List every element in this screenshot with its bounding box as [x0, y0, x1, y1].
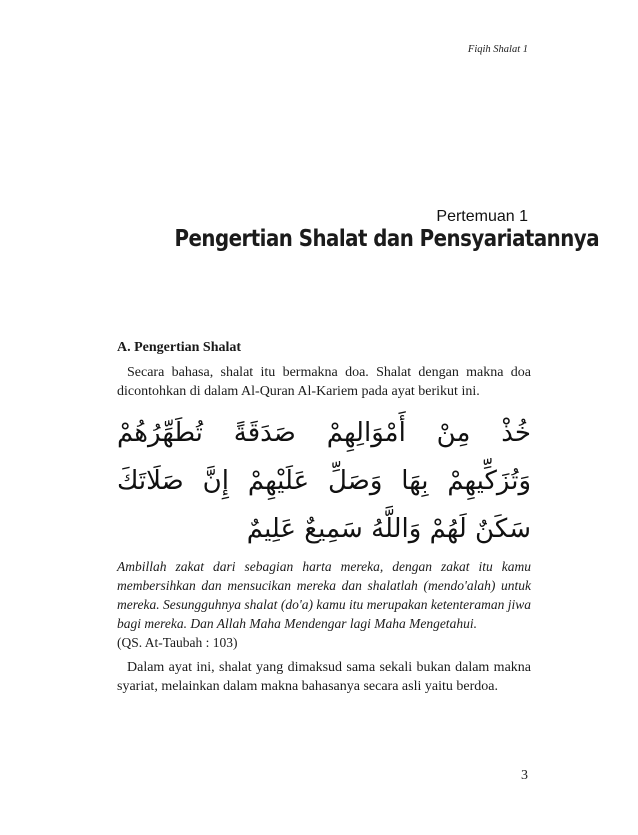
verse-translation: Ambillah zakat dari sebagian harta mereka, dengan zakat itu kamu membersihkan dan mensucikan mereka dan shalatlah (mendo'alah) untuk mereka. Sesungguhnya shalat (do'a) kamu itu merupakan ketenteraman jiwa bagi mereka. Dan Allah Maha Mendengar lagi Maha Mengetahui.	[117, 559, 531, 631]
page-body	[117, 338, 531, 696]
verse-reference: (QS. At-Taubah : 103)	[117, 635, 238, 650]
closing-paragraph: Dalam ayat ini, shalat yang dimaksud sama sekali bukan dalam makna syariat, melainkan dalam makna bahasanya secara asli yaitu berdoa.	[117, 660, 531, 694]
intro-paragraph: Secara bahasa, shalat itu bermakna doa. Shalat dengan makna doa dicontohkan di dalam Al-Quran Al-Kariem pada ayat berikut ini.	[117, 365, 531, 399]
section-heading: A. Pengertian Shalat	[117, 340, 242, 355]
page-number: 3	[521, 768, 528, 783]
running-header: Fiqih Shalat 1	[467, 44, 528, 55]
chapter-label: Pertemuan 1	[436, 208, 528, 225]
quran-verse-arabic: خُذْ مِنْ أَمْوَالِهِمْ صَدَقَةً تُطَهِّرُهُمْ وَتُزَكِّيهِمْ بِهَا وَصَلِّ عَلَيْهِمْ إِنَّ صَلَاتَكَ سَكَنٌ لَهُمْ وَاللَّهُ سَمِيعٌ عَلِيمٌ	[117, 418, 531, 544]
chapter-title: Pengertian Shalat dan Pensyariatannya	[174, 226, 600, 252]
